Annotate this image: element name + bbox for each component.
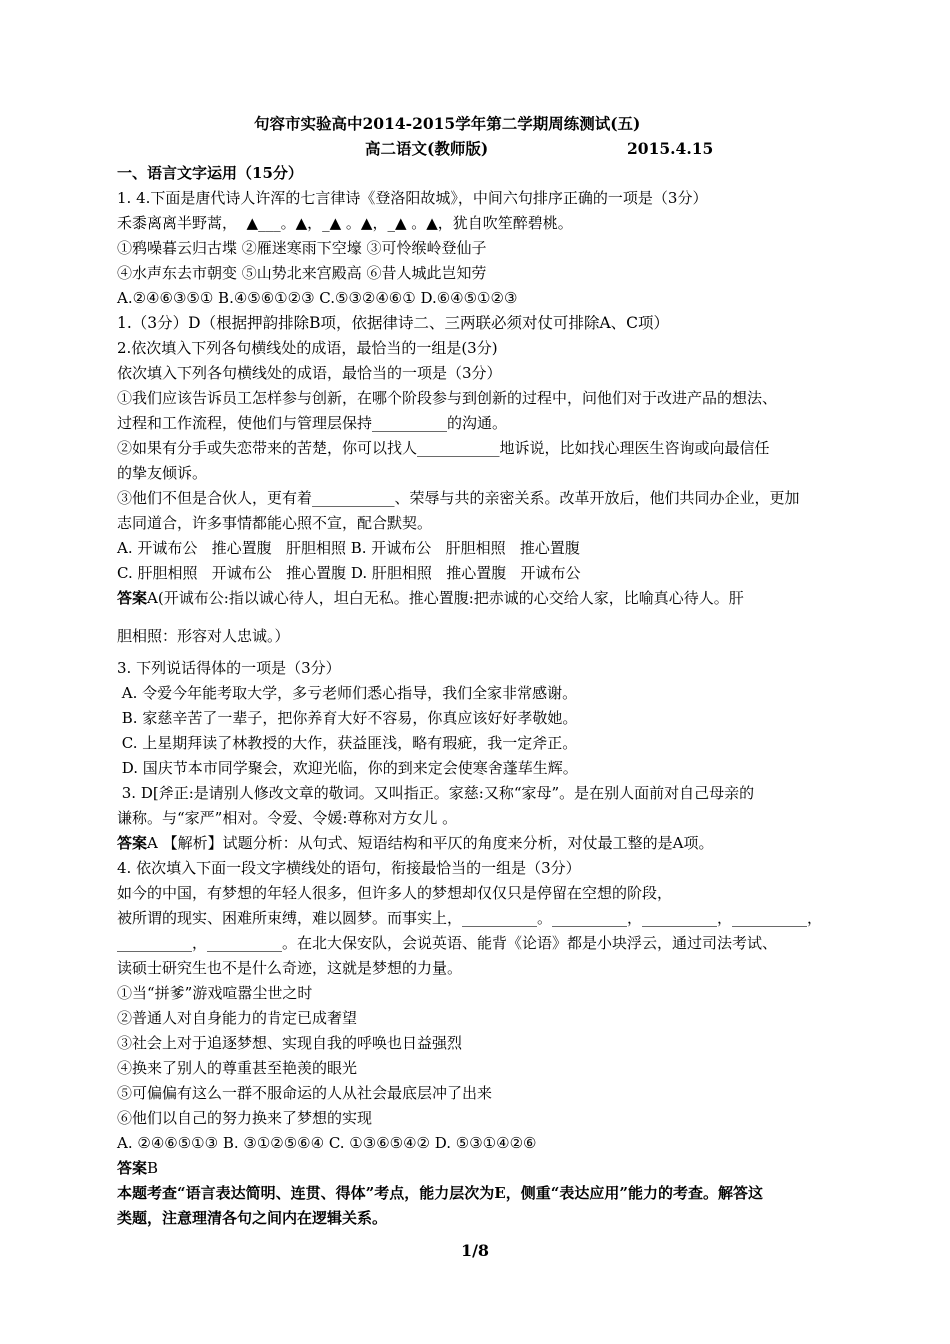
answer-2-cont: 胆相照：形容对人忠诚。） — [117, 627, 290, 645]
question-3: 3. 下列说话得体的一项是（3分） — [117, 659, 341, 677]
answer-label: 答案 — [117, 1159, 148, 1177]
question-1: 1. 4.下面是唐代诗人许浑的七言律诗《登洛阳故城》，中间六句排序正确的一项是（3分） — [117, 189, 708, 207]
item-line: ②普通人对自身能力的肯定已成奢望 — [117, 1009, 358, 1027]
sentence-line: 志同道合，许多事情都能心照不宣，配合默契。 — [117, 514, 433, 532]
answer-3b-text: A 【解析】试题分析：从句式、短语结构和平仄的角度来分析，对仗最工整的是A项。 — [147, 834, 714, 852]
passage-line: 如今的中国，有梦想的年轻人很多，但许多人的梦想却仅仅只是停留在空想的阶段， — [117, 884, 673, 902]
choices-line: A. 开诚布公 推心置腹 肝胆相照 B. 开诚布公 肝胆相照 推心置腹 — [117, 539, 580, 557]
choices-line: C. 肝胆相照 开诚布公 推心置腹 D. 肝胆相照 推心置腹 开诚布公 — [117, 564, 581, 582]
item-line: ③社会上对于追逐梦想、实现自我的呼唤也日益强烈 — [117, 1034, 463, 1052]
choices-line: A.②④⑥③⑤① B.④⑤⑥①②③ C.⑤③②④⑥① D.⑥④⑤①②③ — [117, 289, 518, 307]
item-line: ①当“拼爹”游戏喧嚣尘世之时 — [117, 984, 313, 1002]
option-line: ①鸦噪暮云归古堞 ②雁迷寒雨下空壕 ③可怜缑岭登仙子 — [117, 239, 487, 257]
question-4: 4. 依次填入下面一段文字横线处的语句，衔接最恰当的一组是（3分） — [117, 859, 581, 877]
item-line: ④换来了别人的尊重甚至艳羡的眼光 — [117, 1059, 358, 1077]
answer-3-cont: 谦称。与“家严”相对。令爱、令媛:尊称对方女儿 。 — [117, 809, 458, 827]
passage-line: 读硕士研究生也不是什么奇迹，这就是梦想的力量。 — [117, 959, 463, 977]
document-subtitle: 高二语文(教师版) — [365, 139, 489, 158]
page-number: 1/8 — [460, 1241, 490, 1260]
question-2-repeat: 依次填入下列各句横线处的成语，最恰当的一项是（3分） — [117, 364, 502, 382]
option-b: B. 家慈辛苦了一辈子，把你养育大好不容易，你真应该好好孝敬她。 — [117, 709, 578, 727]
document-title: 句容市实验高中2014-2015学年第二学期周练测试(五) — [254, 114, 641, 133]
option-a: A. 令爱今年能考取大学，多亏老师们悉心指导，我们全家非常感谢。 — [117, 684, 578, 702]
answer-3b — [117, 833, 713, 853]
answer-4 — [117, 1158, 158, 1178]
option-c: C. 上星期拜读了林教授的大作，获益匪浅，略有瑕疵，我一定斧正。 — [117, 734, 578, 752]
sentence-line: ③他们不但是合伙人，更有着___________、荣辱与共的亲密关系。改革开放后，他们共同办企业，更加 — [117, 489, 800, 507]
question-2: 2.依次填入下列各句横线处的成语，最恰当的一组是(3分) — [117, 339, 498, 357]
answer-2 — [117, 588, 744, 608]
answer-label: 答案 — [117, 834, 148, 852]
poem-line: 禾黍离离半野蒿， ▲___。▲，_▲ 。▲，_▲ 。▲，犹自吹笙醉碧桃。 — [117, 214, 573, 232]
passage-line: __________，__________。在北大保安队，会说英语、能背《论语》都是小块浮云，通过司法考试、 — [117, 934, 778, 952]
answer-label: 答案 — [117, 589, 148, 607]
explanation-line: 本题考查“语言表达简明、连贯、得体”考点，能力层次为E，侧重“表达应用”能力的考查。解答这 — [117, 1184, 763, 1202]
choices-line: A. ②④⑥⑤①③ B. ③①②⑤⑥④ C. ①③⑥⑤④② D. ⑤③①④②⑥ — [117, 1134, 537, 1152]
option-line: ④水声东去市朝变 ⑤山势北来宫殿高 ⑥昔人城此岂知劳 — [117, 264, 487, 282]
item-line: ⑤可偏偏有这么一群不服命运的人从社会最底层冲了出来 — [117, 1084, 493, 1102]
explanation-line: 类题，注意理清各句之间内在逻辑关系。 — [117, 1209, 388, 1227]
answer-3: 3. D[斧正:是请别人修改文章的敬词。又叫指正。家慈:又称“家母”。是在别人面前对自己母亲的 — [117, 784, 755, 802]
sentence-line: ①我们应该告诉员工怎样参与创新，在哪个阶段参与到创新的过程中，问他们对于改进产品的想法、 — [117, 389, 778, 407]
sentence-line: ②如果有分手或失恋带来的苦楚，你可以找人___________地诉说，比如找心理医生咨询或向最信任 — [117, 439, 770, 457]
sentence-line: 的挚友倾诉。 — [117, 464, 208, 482]
answer-4-text: B — [147, 1159, 159, 1177]
option-d: D. 国庆节本市同学聚会，欢迎光临，你的到来定会使寒舍蓬荜生辉。 — [117, 759, 578, 777]
sentence-line: 过程和工作流程，使他们与管理层保持__________的沟通。 — [117, 414, 508, 432]
item-line: ⑥他们以自己的努力换来了梦想的实现 — [117, 1109, 373, 1127]
document-date: 2015.4.15 — [627, 139, 714, 158]
section-heading: 一、语言文字运用（15分） — [117, 164, 303, 182]
passage-line: 被所谓的现实、困难所束缚，难以圆梦。而事实上，__________。__________，__________，__________， — [117, 909, 823, 927]
answer-1: 1.（3分）D（根据押韵排除B项，依据律诗二、三两联必须对仗可排除A、C项） — [117, 314, 670, 332]
answer-2-text: A(开诚布公:指以诚心待人，坦白无私。推心置腹:把赤诚的心交给人家，比喻真心待人。肝 — [147, 589, 744, 607]
